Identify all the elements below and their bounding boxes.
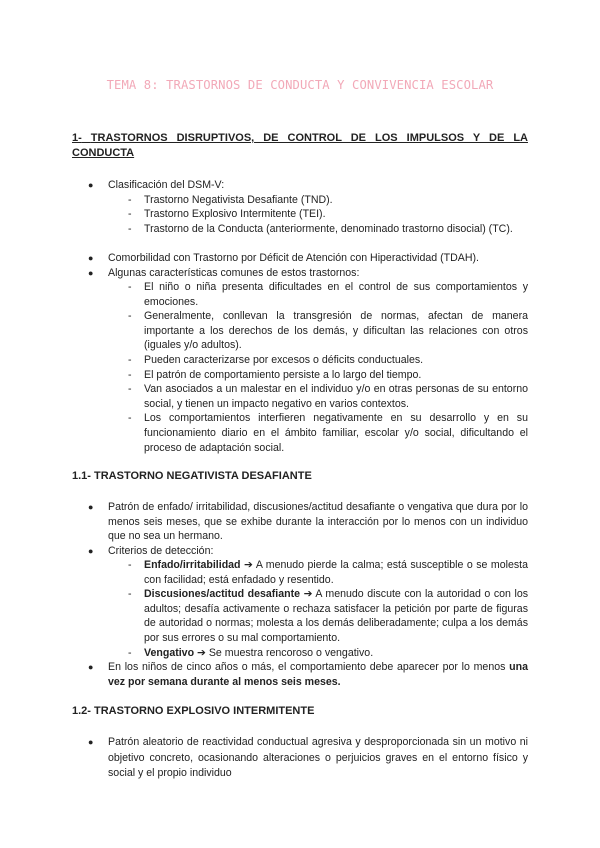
list-item bbox=[84, 251, 528, 266]
list-item bbox=[84, 500, 528, 544]
section-1-2-heading: 1.2- TRASTORNO EXPLOSIVO INTERMITENTE bbox=[72, 705, 315, 717]
sub-list-item-text: Trastorno Explosivo Intermitente (TEI). bbox=[144, 208, 326, 221]
criterion-item bbox=[84, 646, 528, 661]
section-1-1-heading: 1.1- TRASTORNO NEGATIVISTA DESAFIANTE bbox=[72, 470, 312, 482]
bullet-icon: ● bbox=[88, 180, 94, 190]
sub-list-item-text: El niño o niña presenta dificultades en el control de sus comportamientos y emociones. bbox=[144, 281, 528, 308]
criteria-sublist bbox=[84, 558, 528, 660]
dash-icon: - bbox=[128, 281, 132, 293]
dash-icon: - bbox=[128, 208, 132, 221]
section-1-list bbox=[84, 178, 528, 193]
criterion-term: Enfado/irritabilidad bbox=[144, 559, 241, 571]
section-1-2-list bbox=[84, 735, 528, 782]
arrow-icon: ➔ bbox=[197, 646, 206, 659]
sub-list-item-text: Trastorno de la Conducta (anteriormente, denominado trastorno disocial) (TC). bbox=[144, 222, 513, 235]
sub-list-item bbox=[84, 353, 528, 368]
arrow-icon: ➔ bbox=[303, 588, 313, 601]
sub-list-item-text: Los comportamientos interfieren negativamente en su desarrollo y en su funcionamiento diario en el ámbito familiar, escolar y/o social, dificultando el proceso de adaptación social. bbox=[144, 412, 528, 454]
dash-icon: - bbox=[128, 193, 132, 206]
list-item-text: Criterios de detección: bbox=[108, 544, 214, 557]
list-item-text: En los niños de cinco años o más, el comportamiento debe aparecer por lo menos bbox=[108, 661, 506, 673]
list-item bbox=[84, 544, 528, 559]
section-1-heading bbox=[72, 131, 528, 161]
criterion-term: Discusiones/actitud desafiante bbox=[144, 588, 301, 601]
criterion-desc: A menudo discute con la autoridad o con los adultos; desafía activamente o rechaza satisfacer la petición por parte de figuras de autoridad o normas; molesta a los demás deliberadamente; culpa a los demás por sus errores o su mal comportamiento. bbox=[144, 588, 529, 644]
dsm-sublist bbox=[84, 193, 528, 237]
sub-list-item bbox=[84, 207, 528, 222]
list-item-text: Clasificación del DSM-V: bbox=[108, 179, 225, 191]
frequency-item bbox=[84, 660, 528, 689]
bullet-icon: ● bbox=[88, 662, 94, 672]
sub-list-item-text: Van asociados a un malestar en el individuo y/o en otras personas de su entorno social, y tienen un impacto negativo en varios contextos. bbox=[144, 383, 528, 410]
list-item-text: Comorbilidad con Trastorno por Déficit de Atención con Hiperactividad (TDAH). bbox=[108, 252, 479, 264]
list-item-text: Algunas características comunes de estos trastornos: bbox=[108, 266, 360, 279]
list-item-text: Patrón de enfado/ irritabilidad, discusiones/actitud desafiante o vengativa que dura por lo menos seis meses, que se exhibe durante la interacción por lo menos con un individuo que no sea un hermano. bbox=[108, 501, 528, 543]
bullet-icon: ● bbox=[88, 545, 94, 556]
list-item bbox=[84, 178, 528, 193]
sub-list-item bbox=[84, 411, 528, 455]
sub-list-item-text: El patrón de comportamiento persiste a lo largo del tiempo. bbox=[144, 368, 422, 381]
sub-list-item-text: Generalmente, conllevan la transgresión de normas, afectan de manera importante a los derechos de los demás, y dificultan las relaciones con otros (iguales y/o adultos). bbox=[144, 310, 528, 352]
list-item-bold-text: una vez por semana durante al menos seis meses. bbox=[108, 661, 528, 688]
section-1-heading-text: TRASTORNOS DISRUPTIVOS, DE CONTROL DE LOS IMPULSOS Y DE LA bbox=[90, 132, 528, 144]
criterion-term: Vengativo bbox=[144, 646, 195, 659]
bullet-icon: ● bbox=[88, 267, 94, 278]
bullet-icon: ● bbox=[88, 253, 94, 263]
characteristics-sublist bbox=[84, 280, 528, 455]
arrow-icon: ➔ bbox=[244, 559, 253, 571]
list-item bbox=[84, 266, 528, 281]
sub-list-item bbox=[84, 368, 528, 383]
sub-list-item bbox=[84, 309, 528, 353]
list-item bbox=[84, 735, 528, 782]
list-item-text: Patrón aleatorio de reactividad conductual agresiva y desproporcionada sin un motivo ni objetivo concreto, ocasionando alteraciones o perjuicios graves en el entorno físico y social y el propio individuo bbox=[108, 736, 528, 779]
dash-icon: - bbox=[128, 646, 132, 659]
list-item bbox=[84, 660, 528, 689]
dash-icon: - bbox=[128, 383, 132, 396]
criterion-item bbox=[84, 558, 528, 587]
dash-icon: - bbox=[128, 310, 132, 323]
criterion-desc: A menudo pierde la calma; está susceptible o se molesta con facilidad; está enfadado y resentido. bbox=[144, 559, 528, 586]
sub-list-item bbox=[84, 382, 528, 411]
sub-list-item-text: Pueden caracterizarse por excesos o déficits conductuales. bbox=[144, 353, 424, 366]
dash-icon: - bbox=[128, 559, 132, 571]
sub-list-item bbox=[84, 222, 528, 237]
section-1-heading-line2: CONDUCTA bbox=[72, 147, 135, 159]
sub-list-item bbox=[84, 280, 528, 309]
sub-list-item bbox=[84, 193, 528, 208]
sub-list-item-text: Trastorno Negativista Desafiante (TND). bbox=[144, 193, 333, 206]
dash-icon: - bbox=[128, 412, 132, 425]
section-1-1-list bbox=[84, 500, 528, 558]
dash-icon: - bbox=[128, 222, 132, 235]
bullet-icon: ● bbox=[88, 502, 94, 512]
dash-icon: - bbox=[128, 353, 132, 366]
comorbidity-item bbox=[84, 251, 528, 280]
dash-icon: - bbox=[128, 588, 132, 601]
dash-icon: - bbox=[128, 368, 132, 381]
page-title: TEMA 8: TRASTORNOS DE CONDUCTA Y CONVIVENCIA ESCOLAR bbox=[106, 78, 494, 92]
section-1-heading-line1 bbox=[72, 131, 528, 146]
bullet-icon: ● bbox=[88, 737, 94, 747]
criterion-item bbox=[84, 587, 528, 645]
section-1-number: 1- bbox=[72, 132, 82, 144]
criterion-desc: Se muestra rencoroso o vengativo. bbox=[208, 646, 374, 659]
